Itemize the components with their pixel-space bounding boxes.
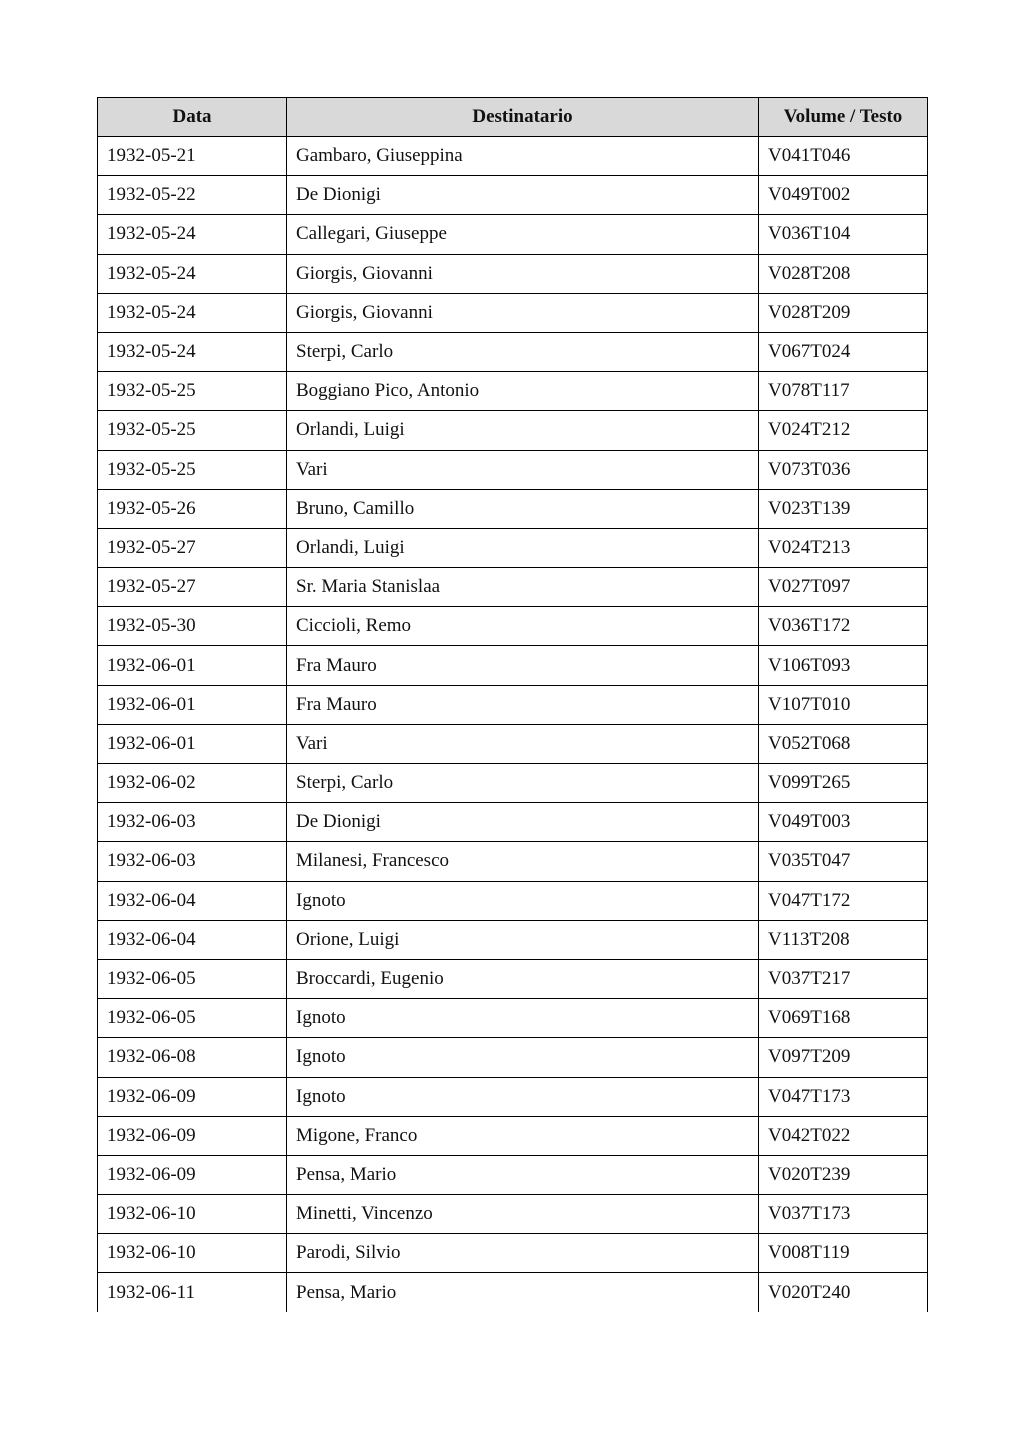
cell-recipient: Fra Mauro	[287, 685, 759, 724]
cell-date: 1932-06-05	[98, 959, 287, 998]
cell-recipient: Boggiano Pico, Antonio	[287, 372, 759, 411]
table-row	[98, 842, 928, 881]
cell-recipient: Sterpi, Carlo	[287, 332, 759, 371]
table-row	[98, 881, 928, 920]
table-row	[98, 176, 928, 215]
cell-date: 1932-06-03	[98, 803, 287, 842]
table-row	[98, 293, 928, 332]
cell-recipient: Ignoto	[287, 999, 759, 1038]
cell-volume-text: V099T265	[759, 764, 928, 803]
cell-volume-text: V107T010	[759, 685, 928, 724]
table-row	[98, 568, 928, 607]
cell-date: 1932-06-11	[98, 1273, 287, 1312]
cell-recipient: Orlandi, Luigi	[287, 528, 759, 567]
table-body	[98, 137, 928, 1313]
cell-date: 1932-05-24	[98, 215, 287, 254]
table-row	[98, 1077, 928, 1116]
cell-date: 1932-06-02	[98, 764, 287, 803]
table-row	[98, 372, 928, 411]
table-row	[98, 920, 928, 959]
header-volume-text: Volume / Testo	[759, 98, 928, 137]
cell-date: 1932-05-24	[98, 293, 287, 332]
cell-volume-text: V069T168	[759, 999, 928, 1038]
table-row	[98, 489, 928, 528]
cell-recipient: Bruno, Camillo	[287, 489, 759, 528]
header-row	[98, 98, 928, 137]
cell-volume-text: V097T209	[759, 1038, 928, 1077]
document-page	[97, 97, 927, 1312]
cell-volume-text: V049T002	[759, 176, 928, 215]
cell-date: 1932-05-30	[98, 607, 287, 646]
cell-date: 1932-05-21	[98, 137, 287, 176]
cell-recipient: De Dionigi	[287, 803, 759, 842]
table-row	[98, 450, 928, 489]
cell-volume-text: V036T172	[759, 607, 928, 646]
cell-date: 1932-05-25	[98, 450, 287, 489]
table-row	[98, 528, 928, 567]
cell-volume-text: V020T240	[759, 1273, 928, 1312]
cell-date: 1932-06-03	[98, 842, 287, 881]
table-row	[98, 332, 928, 371]
cell-date: 1932-06-09	[98, 1155, 287, 1194]
cell-date: 1932-06-09	[98, 1116, 287, 1155]
table-row	[98, 1234, 928, 1273]
table-header	[98, 98, 928, 137]
header-date: Data	[98, 98, 287, 137]
header-recipient: Destinatario	[287, 98, 759, 137]
cell-volume-text: V106T093	[759, 646, 928, 685]
cell-volume-text: V047T172	[759, 881, 928, 920]
cell-volume-text: V020T239	[759, 1155, 928, 1194]
cell-volume-text: V041T046	[759, 137, 928, 176]
cell-date: 1932-05-25	[98, 411, 287, 450]
cell-recipient: Gambaro, Giuseppina	[287, 137, 759, 176]
cell-volume-text: V008T119	[759, 1234, 928, 1273]
cell-volume-text: V047T173	[759, 1077, 928, 1116]
cell-recipient: Vari	[287, 724, 759, 763]
table-row	[98, 607, 928, 646]
cell-recipient: Migone, Franco	[287, 1116, 759, 1155]
table-row	[98, 1155, 928, 1194]
cell-recipient: Giorgis, Giovanni	[287, 293, 759, 332]
cell-volume-text: V113T208	[759, 920, 928, 959]
cell-recipient: Milanesi, Francesco	[287, 842, 759, 881]
letters-table	[97, 97, 928, 1312]
cell-recipient: Parodi, Silvio	[287, 1234, 759, 1273]
cell-date: 1932-06-09	[98, 1077, 287, 1116]
table-row	[98, 1195, 928, 1234]
cell-date: 1932-05-22	[98, 176, 287, 215]
cell-recipient: Ignoto	[287, 1038, 759, 1077]
cell-recipient: Vari	[287, 450, 759, 489]
cell-recipient: Orlandi, Luigi	[287, 411, 759, 450]
cell-recipient: Sr. Maria Stanislaa	[287, 568, 759, 607]
table-row	[98, 215, 928, 254]
table-row	[98, 646, 928, 685]
cell-recipient: Ignoto	[287, 1077, 759, 1116]
cell-volume-text: V049T003	[759, 803, 928, 842]
cell-recipient: Sterpi, Carlo	[287, 764, 759, 803]
cell-volume-text: V067T024	[759, 332, 928, 371]
table-row	[98, 1116, 928, 1155]
table-row	[98, 724, 928, 763]
cell-date: 1932-05-25	[98, 372, 287, 411]
cell-date: 1932-06-10	[98, 1195, 287, 1234]
cell-date: 1932-05-27	[98, 528, 287, 567]
table-row	[98, 999, 928, 1038]
cell-volume-text: V028T208	[759, 254, 928, 293]
cell-volume-text: V052T068	[759, 724, 928, 763]
table-row	[98, 685, 928, 724]
cell-date: 1932-06-05	[98, 999, 287, 1038]
cell-recipient: Minetti, Vincenzo	[287, 1195, 759, 1234]
table-row	[98, 411, 928, 450]
cell-recipient: Giorgis, Giovanni	[287, 254, 759, 293]
cell-date: 1932-06-10	[98, 1234, 287, 1273]
cell-volume-text: V028T209	[759, 293, 928, 332]
cell-volume-text: V037T173	[759, 1195, 928, 1234]
cell-volume-text: V027T097	[759, 568, 928, 607]
cell-date: 1932-06-01	[98, 646, 287, 685]
cell-recipient: Orione, Luigi	[287, 920, 759, 959]
cell-date: 1932-05-24	[98, 254, 287, 293]
table-row	[98, 959, 928, 998]
cell-recipient: Callegari, Giuseppe	[287, 215, 759, 254]
table-row	[98, 764, 928, 803]
cell-date: 1932-06-04	[98, 881, 287, 920]
cell-recipient: Fra Mauro	[287, 646, 759, 685]
cell-date: 1932-06-01	[98, 685, 287, 724]
table-row	[98, 137, 928, 176]
cell-date: 1932-05-24	[98, 332, 287, 371]
cell-recipient: Broccardi, Eugenio	[287, 959, 759, 998]
cell-volume-text: V023T139	[759, 489, 928, 528]
cell-date: 1932-05-26	[98, 489, 287, 528]
cell-recipient: Pensa, Mario	[287, 1155, 759, 1194]
cell-volume-text: V073T036	[759, 450, 928, 489]
table-row	[98, 254, 928, 293]
table-row	[98, 803, 928, 842]
cell-volume-text: V078T117	[759, 372, 928, 411]
cell-volume-text: V042T022	[759, 1116, 928, 1155]
cell-recipient: De Dionigi	[287, 176, 759, 215]
cell-volume-text: V035T047	[759, 842, 928, 881]
cell-recipient: Pensa, Mario	[287, 1273, 759, 1312]
cell-date: 1932-06-08	[98, 1038, 287, 1077]
cell-recipient: Ignoto	[287, 881, 759, 920]
cell-date: 1932-05-27	[98, 568, 287, 607]
cell-recipient: Ciccioli, Remo	[287, 607, 759, 646]
cell-volume-text: V024T212	[759, 411, 928, 450]
cell-volume-text: V036T104	[759, 215, 928, 254]
table-row	[98, 1038, 928, 1077]
cell-date: 1932-06-04	[98, 920, 287, 959]
table-row	[98, 1273, 928, 1312]
cell-volume-text: V024T213	[759, 528, 928, 567]
cell-date: 1932-06-01	[98, 724, 287, 763]
cell-volume-text: V037T217	[759, 959, 928, 998]
